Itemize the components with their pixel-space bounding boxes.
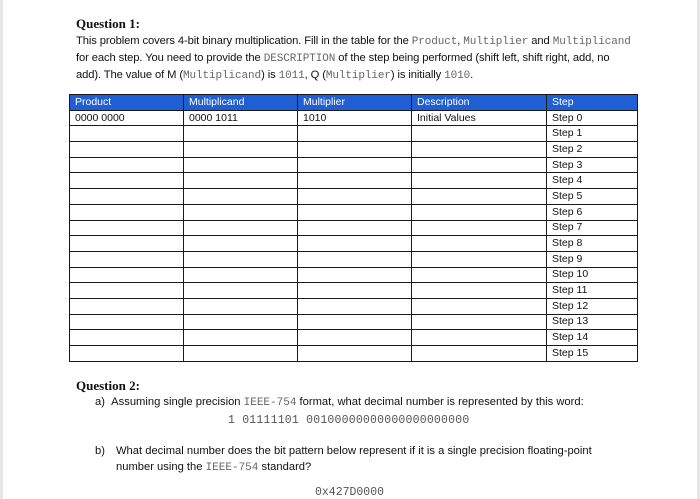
cell-product (70, 157, 184, 173)
cell-description (412, 236, 547, 252)
cell-description (412, 283, 547, 299)
cell-multiplier (298, 236, 412, 252)
cell-description (412, 298, 547, 314)
cell-product (70, 314, 184, 330)
cell-step: Step 5 (547, 189, 638, 205)
table-row (70, 220, 638, 236)
table-row (70, 142, 638, 158)
header-description: Description (412, 95, 547, 111)
table-row (70, 298, 638, 314)
cell-multiplier: 1010 (298, 110, 412, 126)
cell-product (70, 220, 184, 236)
table-row (70, 126, 638, 142)
question-2b-hex-value: 0x427D0000 (315, 486, 385, 499)
table-row (70, 330, 638, 346)
table-row (70, 267, 638, 283)
cell-multiplier (298, 220, 412, 236)
cell-multiplicand (184, 267, 298, 283)
cell-step: Step 14 (547, 330, 638, 346)
cell-step: Step 8 (547, 236, 638, 252)
page-border-left (0, 0, 3, 499)
cell-description (412, 330, 547, 346)
table-row (70, 204, 638, 220)
cell-product (70, 173, 184, 189)
cell-description (412, 173, 547, 189)
cell-multiplier (298, 298, 412, 314)
cell-step: Step 0 (547, 110, 638, 126)
table-row (70, 110, 638, 126)
question-2-title: Question 2: (76, 378, 140, 393)
cell-multiplier (298, 283, 412, 299)
cell-step: Step 6 (547, 204, 638, 220)
cell-description (412, 189, 547, 205)
question-2a-bit-pattern: 1 01111101 00100000000000000000000 (228, 414, 470, 427)
cell-multiplier (298, 142, 412, 158)
cell-step: Step 2 (547, 142, 638, 158)
cell-step: Step 10 (547, 267, 638, 283)
cell-multiplicand (184, 157, 298, 173)
cell-product (70, 189, 184, 205)
cell-description (412, 220, 547, 236)
cell-step: Step 12 (547, 298, 638, 314)
cell-product (70, 142, 184, 158)
question-2b-text: b) What decimal number does the bit pattern below represent if it is a single precision floating-point number using the IEEE-754 standard? (95, 445, 592, 474)
table-row (70, 189, 638, 205)
cell-multiplier (298, 173, 412, 189)
table-row (70, 346, 638, 362)
cell-multiplicand (184, 346, 298, 362)
cell-multiplier (298, 330, 412, 346)
table-body (70, 110, 638, 361)
table-row (70, 157, 638, 173)
cell-description (412, 346, 547, 362)
cell-multiplicand (184, 298, 298, 314)
table-row (70, 251, 638, 267)
cell-step: Step 1 (547, 126, 638, 142)
cell-multiplicand (184, 220, 298, 236)
cell-step: Step 9 (547, 251, 638, 267)
question-1-text: This problem covers 4-bit binary multiplication. Fill in the table for the Product, Multiplier and Multiplicand for each step. You need to provide the DESCRIPTION of the step being performed (shift left, shift right, add, no add). The value of M (Multiplicand) is 1011, Q (Multiplier) is initially 1010. (76, 35, 631, 82)
cell-multiplicand (184, 142, 298, 158)
question-1-title: Question 1: (76, 16, 140, 31)
cell-multiplicand (184, 126, 298, 142)
cell-description (412, 267, 547, 283)
cell-product (70, 298, 184, 314)
cell-step: Step 15 (547, 346, 638, 362)
cell-multiplier (298, 314, 412, 330)
cell-step: Step 4 (547, 173, 638, 189)
cell-product (70, 330, 184, 346)
header-multiplicand: Multiplicand (184, 95, 298, 111)
cell-product (70, 267, 184, 283)
cell-product: 0000 0000 (70, 110, 184, 126)
table-row (70, 236, 638, 252)
cell-description (412, 204, 547, 220)
cell-multiplicand (184, 173, 298, 189)
cell-multiplicand (184, 330, 298, 346)
cell-description (412, 251, 547, 267)
cell-multiplier (298, 126, 412, 142)
cell-multiplier (298, 157, 412, 173)
cell-description (412, 314, 547, 330)
cell-description (412, 157, 547, 173)
cell-step: Step 7 (547, 220, 638, 236)
cell-description (412, 126, 547, 142)
multiplication-steps-table (69, 94, 638, 362)
cell-multiplier (298, 204, 412, 220)
cell-multiplier (298, 189, 412, 205)
header-multiplier: Multiplier (298, 95, 412, 111)
cell-product (70, 251, 184, 267)
table-row (70, 173, 638, 189)
cell-multiplier (298, 251, 412, 267)
cell-multiplicand (184, 251, 298, 267)
cell-description (412, 142, 547, 158)
cell-multiplicand (184, 204, 298, 220)
question-2a-text: a) Assuming single precision IEEE-754 format, what decimal number is represented by this word: (95, 396, 584, 409)
cell-multiplier (298, 346, 412, 362)
cell-multiplier (298, 267, 412, 283)
header-step: Step (547, 95, 638, 111)
cell-product (70, 236, 184, 252)
cell-step: Step 13 (547, 314, 638, 330)
cell-description: Initial Values (412, 110, 547, 126)
cell-product (70, 283, 184, 299)
cell-multiplicand: 0000 1011 (184, 110, 298, 126)
header-product: Product (70, 95, 184, 111)
cell-product (70, 126, 184, 142)
cell-product (70, 204, 184, 220)
table-row (70, 314, 638, 330)
table-header-row (70, 95, 638, 111)
cell-product (70, 346, 184, 362)
cell-multiplicand (184, 314, 298, 330)
table-row (70, 283, 638, 299)
cell-multiplicand (184, 236, 298, 252)
cell-step: Step 11 (547, 283, 638, 299)
cell-step: Step 3 (547, 157, 638, 173)
cell-multiplicand (184, 283, 298, 299)
cell-multiplicand (184, 189, 298, 205)
